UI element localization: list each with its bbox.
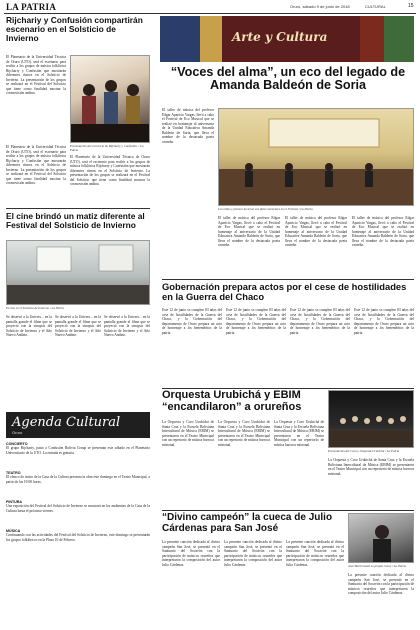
agenda-subtitle: Oruro — [12, 430, 23, 435]
orchestra-illustration — [329, 391, 414, 448]
campeon-body-col2: La presente canción dedicada al divino campeón San José, se presentó en el Santuario del Socavón con la participación de músicos orureños que interpretaron la composición del autor Julio Cárdenas. — [224, 540, 282, 567]
musicians-illustration — [71, 56, 150, 143]
rijchariy-photo-caption: Presentación del concierto de Rijchariy y Confusión. / La Patria — [70, 144, 144, 152]
gobernacion-body-col4: Este 12 de junio se cumplen 83 años del cese de hostilidades de la Guerra del Chaco, y la Gobernación del departamento de Oruro prepara un acto de homenaje a los beneméritos de la patria. — [354, 308, 414, 335]
cine-headline: El cine brindó un matiz diferente al Festival del Solsticio de Invierno — [6, 211, 145, 230]
cine-photo-caption: El cine en el Solsticio de Invierno / La Patria — [6, 306, 64, 310]
rijchariy-headline: Rijchariy y Confusión compartirán escenario en el Solsticio de Invierno — [6, 15, 143, 43]
voces-photo-caption: Los niños y jóvenes lucieron sus dotes musicales en el Festival / La Patria — [218, 207, 313, 211]
voces-body-col4: El taller de música del profesor Edgar Aparicio Vargas, llevó a cabo el Festival de Eco Musical que se realizó en homenaje al aniversario de la Unidad Educativa Amanda Baldeón de Soria, que lleva el nombre de la destacada poeta orureña. — [352, 216, 414, 247]
rijchariy-body-col3: El Planetario de la Universidad Técnica de Oruro (UTO), será el escenario para recibir a los grupos de música folklórica Rijchariy y Confusión que mostrarán diferentes ritmos en el Solsticio de Invierno. La presentación de los grupos se realizará en el Festival del Solsticio que tiene como finalidad mostrar la cosmovisión andina. — [70, 155, 150, 186]
agenda-list — [6, 442, 150, 563]
newspaper-logo: LA PATRIA — [6, 2, 57, 12]
orquesta-headline: Orquesta Urubichá y EBIM “encandilaron” a orureños — [162, 389, 302, 413]
screening-illustration — [7, 241, 150, 305]
voces-body-col3: El taller de música del profesor Edgar Aparicio Vargas, llevó a cabo el Festival de Eco Musical que se realizó en homenaje al aniversario de la Unidad Educativa Amanda Baldeón de Soria, que lleva el nombre de la destacada poeta orureña. — [285, 216, 347, 247]
rijchariy-body-col1: El Planetario de la Universidad Técnica de Oruro (UTO), será el escenario para recibir a los grupos de música folklórica Rijchariy y Confusión que mostrarán diferentes ritmos en el Solsticio de Invierno. La presentación de los grupos se realizará en el Festival del Solsticio que tiene como finalidad mostrar la cosmovisión andina. — [6, 55, 66, 95]
voces-body-col1: El taller de música del profesor Edgar Aparicio Vargas, llevó a cabo el Festival de Eco Musical que se realizó en homenaje al aniversario de la Unidad Educativa Amanda Baldeón de Soria, que lleva el nombre de la destacada poeta orureña. — [162, 108, 214, 144]
agenda-item-head: CONCIERTO — [6, 442, 28, 446]
rijchariy-photo — [70, 55, 150, 143]
orquesta-body-col1: La Orquesta y Coro Urubichá de Santa Cruz y la Escuela Boliviana Intercultural de Música (EBIM) se presentaron en el Teatro Municipal con un repertorio de música barroca misional. — [162, 420, 214, 447]
orquesta-body-col2: La Orquesta y Coro Urubichá de Santa Cruz y la Escuela Boliviana Intercultural de Música (EBIM) se presentaron en el Teatro Municipal con un repertorio de música barroca misional. — [218, 420, 270, 447]
page-number: 15 — [408, 3, 414, 9]
cine-body-col1: Se observó a la Univers... en la pantalla grande el filme que se proyectó con la sinopsis del Solsticio de Invierno y el Año Nuevo Andino. — [6, 315, 52, 337]
header-rule — [4, 13, 416, 14]
festival-stage-illustration — [219, 109, 414, 206]
campeon-body-col3: La presente canción dedicada al divino campeón San José, se presentó en el Santuario del Socavón con la participación de músicos orureños que interpretaron la composición del autor Julio Cárdenas. — [286, 540, 344, 567]
issue-date: Oruro, sábado 9 de junio de 2018 — [290, 4, 350, 9]
agenda-item-text: Continuando con las actividades del Festival del Solsticio de Invierno, este domingo se presentarán los grupos folklóricos en la Plaza 10 de Febrero. — [6, 533, 150, 542]
rijchariy-body-col2: El Planetario de la Universidad Técnica de Oruro (UTO), será el escenario para recibir a los grupos de música folklórica Rijchariy y Confusión que mostrarán diferentes ritmos en el Solsticio de Invierno. La presentación de los grupos se realizará en el Festival del Solsticio que tiene como finalidad mostrar la cosmovisión andina. — [6, 145, 66, 185]
agenda-item-text: El elenco de teatro de la Casa de la Cultura presenta la obra este domingo en el Teatro Municipal, a partir de las 19:00 horas. — [6, 475, 150, 484]
voces-headline: “Voces del alma”, un eco del legado de Amanda Baldeón de Soria — [170, 65, 406, 93]
orquesta-body-col4: La Orquesta y Coro Urubichá de Santa Cruz y la Escuela Boliviana Intercultural de Música (EBIM) se presentaron en el Teatro Municipal con un repertorio de música barroca misional. — [328, 458, 414, 476]
cine-body-col2: Se observó a la Univers... en la pantalla grande el filme que se proyectó con la sinopsis del Solsticio de Invierno y el Año Nuevo Andino. — [55, 315, 101, 337]
divider — [162, 510, 414, 511]
campeon-photo — [348, 513, 414, 563]
divider — [6, 208, 150, 209]
orquesta-photo — [328, 390, 414, 448]
campeon-photo-caption: José Marín lanzó su propia cueca / La Patria — [348, 564, 406, 568]
gobernacion-body-col2: Este 12 de junio se cumplen 83 años del cese de hostilidades de la Guerra del Chaco, y la Gobernación del departamento de Oruro prepara un acto de homenaje a los beneméritos de la patria. — [226, 308, 286, 335]
gobernacion-headline: Gobernación prepara actos por el cese de hostilidades en la Guerra del Chaco — [162, 281, 407, 302]
section-label: CULTURAL — [365, 4, 386, 9]
campeon-body-col4: La presente canción dedicada al divino campeón San José, se presentó en el Santuario del Socavón con la participación de músicos orureños que interpretaron la composición del autor Julio Cárdenas. — [348, 573, 414, 595]
gobernacion-body-col3: Este 12 de junio se cumplen 83 años del cese de hostilidades de la Guerra del Chaco, y la Gobernación del departamento de Oruro prepara un acto de homenaje a los beneméritos de la patria. — [290, 308, 350, 335]
agenda-item-text: El grupo Rijchariy, junto a Confusión Bolivia Group se presentan este sábado en el Planetario Universitario de la UTO. La entrada es gratuita. — [6, 446, 150, 455]
singer-illustration — [349, 514, 414, 563]
campeon-body-col1: La presente canción dedicada al divino campeón San José, se presentó en el Santuario del Socavón con la participación de músicos orureños que interpretaron la composición del autor Julio Cárdenas. — [162, 540, 220, 567]
agenda-item-head: PINTURA — [6, 500, 22, 504]
cine-body-col3: Se observó a la Univers... en la pantalla grande el filme que se proyectó con la sinopsis del Solsticio de Invierno y el Año Nuevo Andino. — [104, 315, 150, 337]
section-banner — [160, 16, 414, 62]
banner-title: Arte y Cultura — [232, 30, 328, 44]
orquesta-photo-caption: Presentación del Coro y Orquesta Urubichá / La Patria — [328, 449, 400, 453]
agenda-item-head: MÚSICA — [6, 529, 21, 533]
voces-photo — [218, 108, 414, 206]
agenda-item-head: TEATRO — [6, 471, 21, 475]
agenda-item-text: Una exposición del Festival del Solsticio de Invierno se mostrará en los ambientes de la Casa de la Cultura hasta el próximo viernes. — [6, 504, 150, 513]
campeon-headline: “Divino campeón” la cueca de Julio Cárdenas para San José — [162, 512, 333, 534]
divider — [162, 279, 414, 280]
agenda-title: Agenda Cultural — [12, 415, 121, 430]
voces-body-col2: El taller de música del profesor Edgar Aparicio Vargas, llevó a cabo el Festival de Eco Musical que se realizó en homenaje al aniversario de la Unidad Educativa Amanda Baldeón de Soria, que lleva el nombre de la destacada poeta orureña. — [218, 216, 280, 247]
cine-photo — [6, 240, 150, 305]
agenda-header — [6, 412, 150, 438]
orquesta-body-col3: La Orquesta y Coro Urubichá de Santa Cruz y la Escuela Boliviana Intercultural de Música (EBIM) se presentaron en el Teatro Municipal con un repertorio de música barroca misional. — [274, 420, 324, 447]
gobernacion-body-col1: Este 12 de junio se cumplen 83 años del cese de hostilidades de la Guerra del Chaco, y la Gobernación del departamento de Oruro prepara un acto de homenaje a los beneméritos de la patria. — [162, 308, 222, 335]
